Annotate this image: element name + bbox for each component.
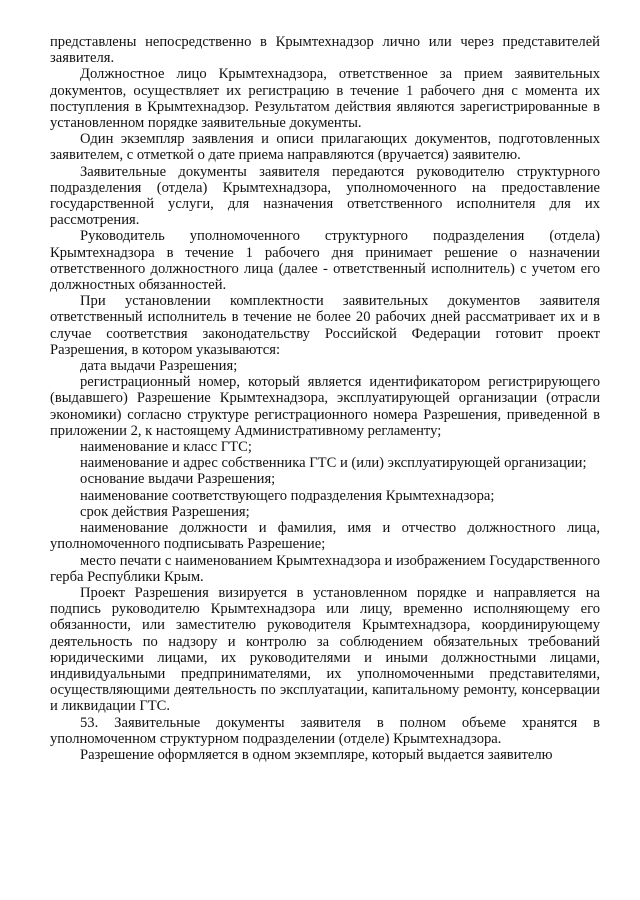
paragraph-draft-approval: Проект Разрешения визируется в установленном порядке и направляется на подпись руководителю Крымтехнадзора или лицу, временно исполняющему его обязанности, или заместителю руководителя Крымтехнадзора, координирующему деятельность по надзору и контролю за соблюдением обязательных требований юридическими лицами, их руководителями и иными должностными лицами, индивидуальными предпринимателями, их уполномоченными представителями, осуществляющими деятельность по эксплуатации, капитальному ремонту, консервации и ликвидации ГТС. <box>50 584 600 715</box>
paragraph-section-53: 53. Заявительные документы заявителя в полном объеме хранятся в уполномоченном структурном подразделении (отделе) Крымтехнадзора. <box>50 714 600 747</box>
paragraph-registration: Должностное лицо Крымтехнадзора, ответственное за прием заявительных документов, осуществляет их регистрацию в течение 1 рабочего дня с момента их поступления в Крымтехнадзор. Результатом действия являются зарегистрированные в установленном порядке заявительные документы. <box>50 66 600 132</box>
list-item-gts-name-class: наименование и класс ГТС; <box>80 439 252 456</box>
paragraph-copy-to-applicant: Один экземпляр заявления и описи прилагающих документов, подготовленных заявителем, с отметкой о дате приема направляются (вручается) заявителю. <box>50 131 600 164</box>
list-item-owner-name-address: наименование и адрес собственника ГТС и (или) эксплуатирующей организации; <box>80 455 587 472</box>
paragraph-permit-issuance: Разрешение оформляется в одном экземпляре, который выдается заявителю <box>80 746 553 763</box>
list-item-department-name: наименование соответствующего подразделения Крымтехнадзора; <box>80 487 495 504</box>
list-item-registration-number: регистрационный номер, который является идентификатором регистрирующего (выдавшего) Разрешение Крымтехнадзора, эксплуатирующей организации (отрасли экономики) согласно структуре регистрационного номера Разрешения, приведенной в приложении 2, к настоящему Административному регламенту; <box>50 374 600 439</box>
list-item-official-position: наименование должности и фамилия, имя и отчество должностного лица, уполномоченного подписывать Разрешение; <box>50 520 600 553</box>
paragraph-continuation: представлены непосредственно в Крымтехнадзор лично или через представителей заявителя. <box>50 34 600 67</box>
list-item-seal-place: место печати с наименованием Крымтехнадзора и изображением Государственного герба Республики Крым. <box>50 552 600 585</box>
list-item-issue-basis: основание выдачи Разрешения; <box>80 471 276 488</box>
paragraph-transfer-to-head: Заявительные документы заявителя передаются руководителю структурного подразделения (отдела) Крымтехнадзора, уполномоченного на предоставление государственной услуги, для назначения ответственного исполнителя для их рассмотрения. <box>50 163 600 229</box>
paragraph-review-documents: При установлении комплектности заявительных документов заявителя ответственный исполнитель в течение не более 20 рабочих дней рассматривает их и в случае соответствия законодательству Российской Федерации готовит проект Разрешения, в котором указываются: <box>50 293 600 358</box>
list-item-validity-period: срок действия Разрешения; <box>80 503 250 520</box>
paragraph-assign-executor: Руководитель уполномоченного структурного подразделения (отдела) Крымтехнадзора в течение 1 рабочего дня принимает решение о назначении ответственного должностного лица (далее - ответственный исполнитель) с учетом его должностных обязанностей. <box>50 228 600 294</box>
list-item-issue-date: дата выдачи Разрешения; <box>80 358 238 375</box>
